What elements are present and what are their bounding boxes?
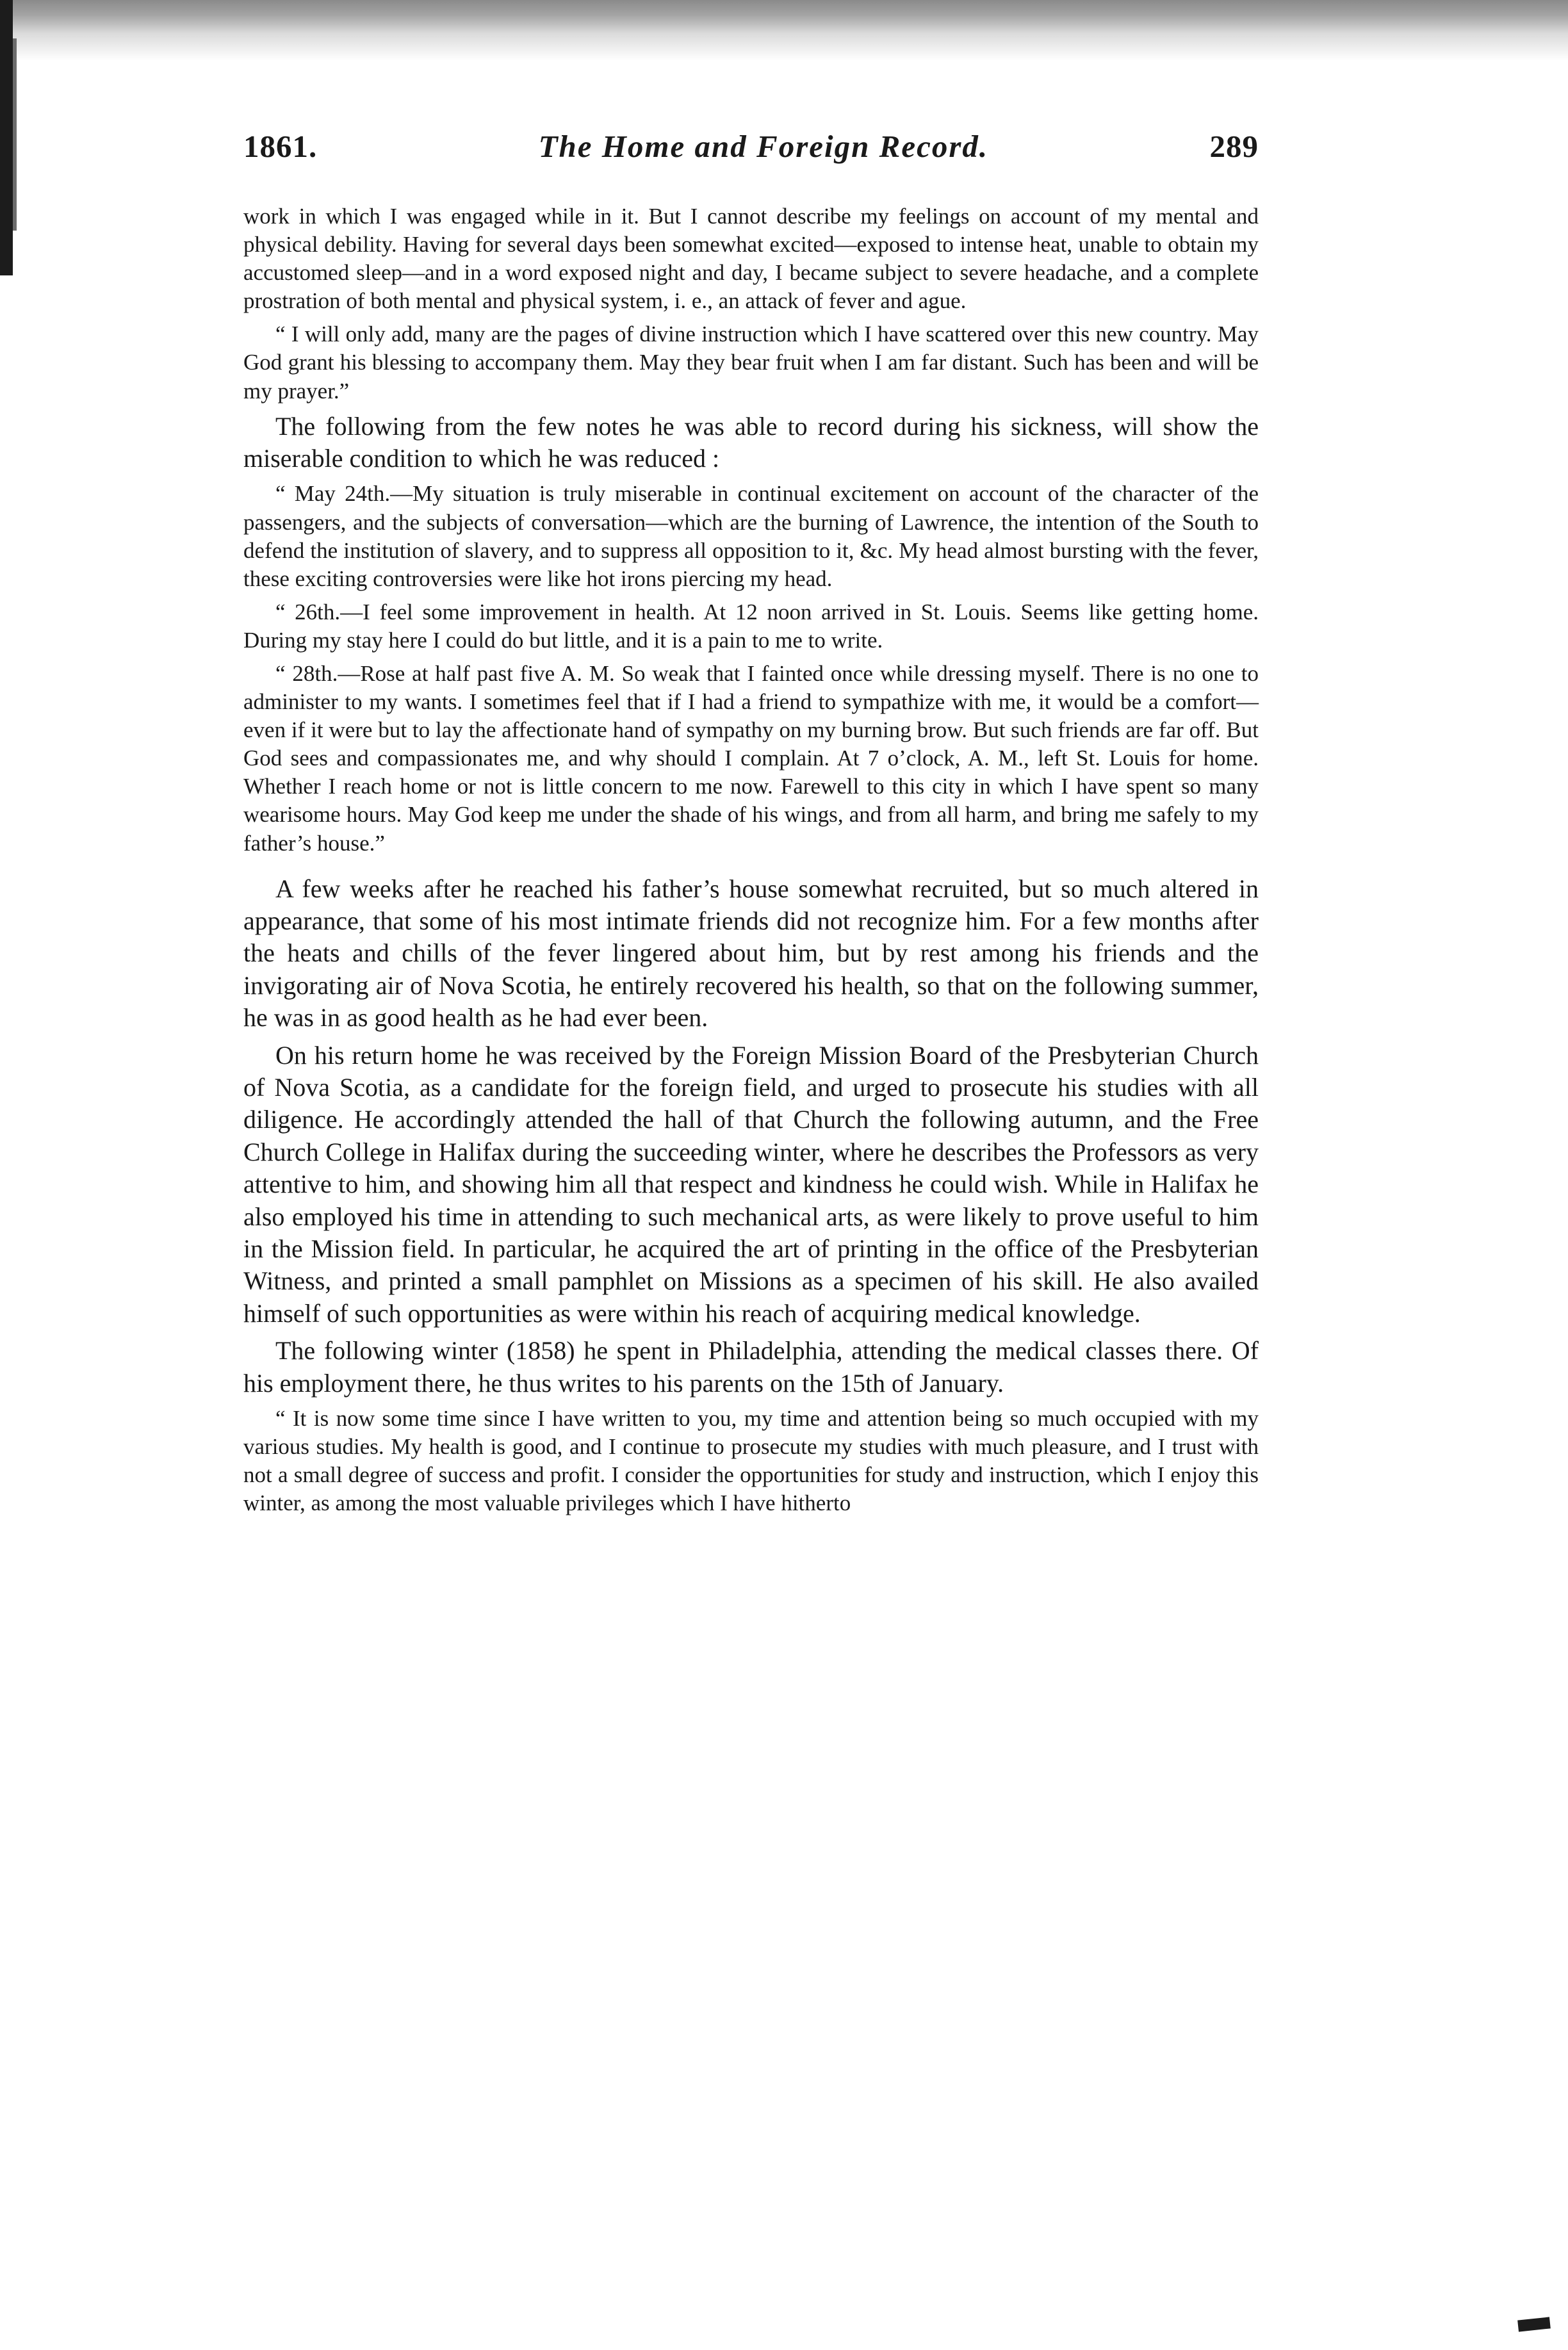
header-year: 1861.: [243, 129, 318, 164]
paragraph-4: “ May 24th.—My situation is truly miserable in continual excitement on account of the character of the passengers, and the subjects of conversation—which are the burning of Lawrence, the intention of the South to defend the institution of slavery, and to suppress all opposition to it, &c. My head almost bursting with the fever, these exciting controversies were like hot irons piercing my head.: [243, 481, 1259, 591]
scan-shadow-left: [0, 0, 13, 275]
page-number: 289: [1209, 129, 1259, 164]
scan-shadow-left-faint: [13, 38, 17, 231]
journal-title: The Home and Foreign Record.: [538, 129, 989, 164]
scan-mark: [1517, 2317, 1551, 2331]
article-text: [243, 202, 1259, 1517]
paragraph-5: “ 26th.—I feel some improvement in health. At 12 noon arrived in St. Louis. Seems like getting home. During my stay here I could do but little, and it is a pain to me to write.: [243, 599, 1259, 653]
paragraph-6: “ 28th.—Rose at half past five A. M. So weak that I fainted once while dressing myself. There is no one to administer to my wants. I sometimes feel that if I had a friend to sympathize with me, it would be a comfort—even if it were but to lay the affectionate hand of sympathy on my burning brow. But such friends are far off. But God sees and compassionates me, and why should I complain. At 7 o’clock, A. M., left St. Louis for home. Whether I reach home or not is little concern to me now. Farewell to this city in which I have spent so many wearisome hours. May God keep me under the shade of his wings, and from all harm, and bring me safely to my father’s house.”: [243, 661, 1259, 856]
page: [243, 128, 1259, 2319]
paragraph-10: “ It is now some time since I have written to you, my time and attention being so much occupied with my various studies. My health is good, and I continue to prosecute my studies with much pleasure, and I trust with not a small degree of success and profit. I consider the opportunities for study and instruction, which I enjoy this winter, as among the most valuable privileges which I have hitherto: [243, 1405, 1259, 1516]
paragraph-7: A few weeks after he reached his father’s house somewhat recruited, but so much altered in appearance, that some of his most intimate friends did not recognize him. For a few months after the heats and chills of the fever lingered about him, but by rest among his friends and the invigorating air of Nova Scotia, he entirely recovered his health, so that on the following summer, he was in as good health as he had ever been.: [243, 874, 1259, 1032]
scan-shadow-top: [0, 0, 1568, 61]
paragraph-1: work in which I was engaged while in it. But I cannot describe my feelings on account of my mental and physical debility. Having for several days been somewhat excited—exposed to intense heat, unable to obtain my accustomed sleep—and in a word exposed night and day, I became subject to severe headache, and a complete prostration of both mental and physical system, i. e., an attack of fever and ague.: [243, 204, 1259, 314]
paragraph-9: The following winter (1858) he spent in Philadelphia, attending the medical classes there. Of his employment there, he thus writes to his parents on the 15th of January.: [243, 1336, 1259, 1398]
section-gap: [243, 863, 1259, 873]
paragraph-2: “ I will only add, many are the pages of divine instruction which I have scattered over this new country. May God grant his blessing to accompany them. May they bear fruit when I am far distant. Such has been and will be my prayer.”: [243, 322, 1259, 404]
paragraph-8: On his return home he was received by the Foreign Mission Board of the Presbyterian Church of Nova Scotia, as a candidate for the foreign field, and urged to prosecute his studies with all diligence. He accordingly attended the hall of that Church the following autumn, and the Free Church College in Halifax during the succeeding winter, where he describes the Professors as very attentive to him, and showing him all that respect and kindness he could wish. While in Halifax he also employed his time in attending to such mechanical arts, as were likely to prove useful to him in the Mission field. In particular, he acquired the art of printing in the office of the Presbyterian Witness, and printed a small pamphlet on Missions as a specimen of his skill. He also availed himself of such opportunities as were within his reach of acquiring medical knowledge.: [243, 1040, 1259, 1328]
running-header: [243, 128, 1259, 192]
paragraph-3: The following from the few notes he was able to record during his sickness, will show the miserable condition to which he was reduced :: [243, 411, 1259, 473]
